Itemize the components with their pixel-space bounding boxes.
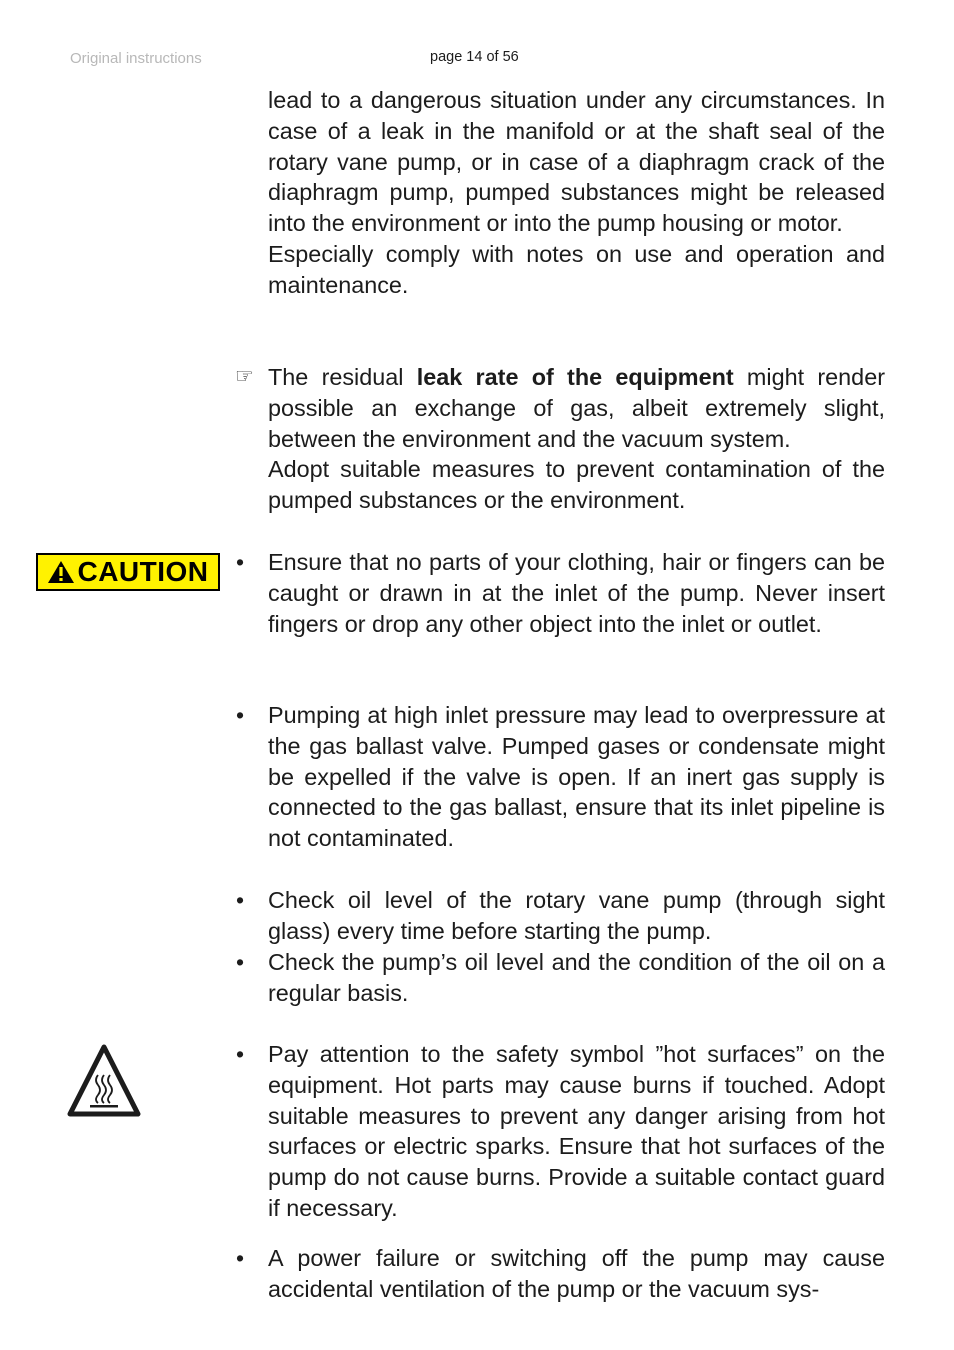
bullet-item: Check the pump’s oil level and the condition of the oil on a regular basis.: [268, 949, 885, 1006]
bullet-marker: •: [236, 702, 245, 728]
bullet-item: A power failure or switching off the pump may cause accidental ventilation of the pump or the vacuum sys-: [268, 1245, 885, 1302]
bullet-item: Ensure that no parts of your clothing, hair or fingers can be caught or drawn in at the inlet of the pump. Never insert fingers or drop any other object into the inlet or outlet.: [268, 549, 885, 637]
leak-note-second: Adopt suitable measures to prevent contamination of the pumped substances or the environment.: [268, 456, 885, 514]
continuation-paragraph: Especially comply with notes on use and operation and maintenance.: [268, 240, 885, 298]
bullet-marker: •: [236, 887, 245, 913]
header-document-type: Original instructions: [70, 50, 202, 67]
leak-note-bold: leak rate of the equipment: [416, 364, 734, 390]
bullet-marker: •: [236, 549, 245, 575]
continuation-text: [268, 85, 885, 301]
bullet-item: Check oil level of the rotary vane pump (through sight glass) every time before starting the pump.: [268, 887, 885, 944]
leak-note-pre: The residual: [268, 364, 417, 390]
continuation-paragraph: lead to a dangerous situation under any circumstances. In case of a leak in the manifold or at the shaft seal of the rotary vane pump, or in case of a diaphragm crack of the diaphragm pump, pumped substances might be released into the environment or into the pump housing or motor.: [268, 87, 885, 237]
bullet-marker: •: [236, 1245, 245, 1271]
pointing-hand-icon: ☞: [235, 365, 254, 388]
leak-note: [268, 362, 885, 516]
caution-badge: [36, 553, 220, 591]
leak-note-paragraph: [268, 362, 885, 454]
bullet-marker: •: [236, 1041, 245, 1067]
leak-note-post: might render possible an exchange of gas, albeit extremely slight, between the environment and the vacuum system.: [268, 364, 885, 452]
caution-label: CAUTION: [77, 556, 209, 587]
bullet-item: Pumping at high inlet pressure may lead to overpressure at the gas ballast valve. Pumped gases or condensate might be expelled if the valve is open. If an inert gas supply is connected to the gas ballast, ensure that its inlet pipeline is not contaminated.: [268, 702, 885, 852]
bullet-marker: •: [236, 949, 245, 975]
page-number: page 14 of 56: [430, 49, 519, 65]
warning-triangle-icon: [47, 560, 75, 584]
hot-surface-icon: [66, 1043, 142, 1119]
bullet-item: Pay attention to the safety symbol ”hot surfaces” on the equipment. Hot parts may cause burns if touched. Adopt suitable measures to prevent any danger arising from hot surfaces or electric sparks. Ensure that hot surfaces of the pump do not cause burns. Provide a suitable contact guard if necessary.: [268, 1041, 885, 1221]
